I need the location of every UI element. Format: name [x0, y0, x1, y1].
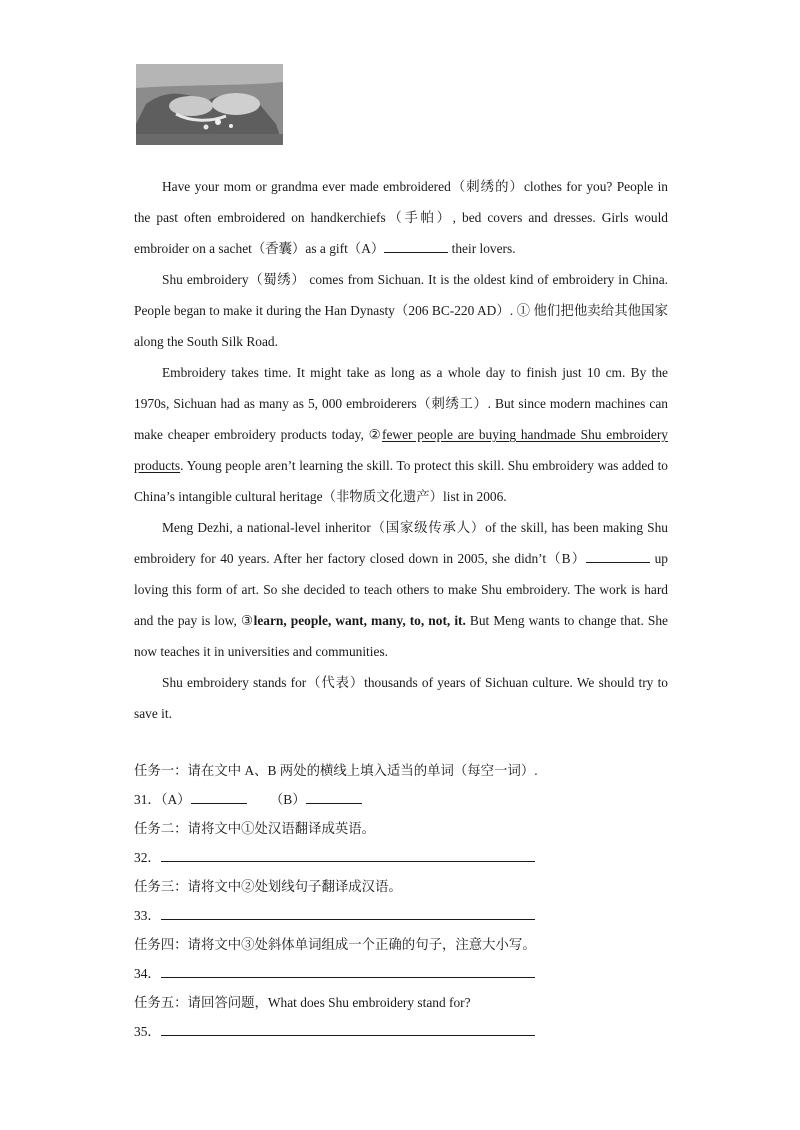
question-31: 31．（A） （B）: [134, 785, 694, 814]
blank-a[interactable]: [384, 240, 448, 253]
task-section: [134, 756, 694, 1046]
bold-word-list: learn, people, want, many, to, not, it.: [253, 613, 466, 628]
paragraph-3: Embroidery takes time. It might take as long as a whole day to finish just 10 cm. By the 1970s, Sichuan had as many as 5, 000 embroiderers（刺绣工）. But since modern machines can make cheaper embroidery products today, ②fewer people are buying handmade Shu embroidery products. Young people aren’t learning the skill. To protect this skill. Shu embroidery was added to China’s intangible cultural heritage（非物质文化遗产）list in 2006.: [134, 365, 668, 504]
answer-35-field[interactable]: [161, 1021, 535, 1036]
underlined-sentence: fewer people are buying handmade Shu embroidery products: [134, 427, 668, 473]
paragraph-2: Shu embroidery（蜀绣） comes from Sichuan. It is the oldest kind of embroidery in China. People began to make it during the Han Dynasty（206 BC-220 AD）. ① 他们把他卖给其他国家 along the South Silk Road.: [134, 272, 668, 349]
paragraph-4: Meng Dezhi, a national-level inheritor（国家级传承人）of the skill, has been making Shu embroidery for 40 years. After her factory closed down in 2005, she didn’t（B） up loving this form of art. So she decided to teach others to make Shu embroidery. The work is hard and the pay is low, ③learn, people, want, many, to, not, it. But Meng wants to change that. She now teaches it in universities and communities.: [134, 520, 668, 659]
blank-b[interactable]: [586, 550, 650, 563]
question-35: 35．: [134, 1017, 694, 1046]
answer-31b-field[interactable]: [306, 791, 362, 804]
answer-33-field[interactable]: [161, 905, 535, 920]
task-5-instruction: 任务五：请回答问题，What does Shu embroidery stand for?: [134, 995, 471, 1010]
embroidery-photo: [136, 64, 283, 145]
paragraph-5: Shu embroidery stands for（代表）thousands of years of Sichuan culture. We should try to save it.: [134, 675, 668, 721]
task-4-instruction: 任务四：请将文中③处斜体单词组成一个正确的句子，注意大小写。: [134, 937, 536, 952]
answer-31a-field[interactable]: [191, 791, 247, 804]
reading-passage: [134, 171, 668, 729]
task-1-instruction: 任务一：请在文中 A、B 两处的横线上填入适当的单词（每空一词）.: [134, 763, 538, 778]
question-34: 34．: [134, 959, 694, 988]
answer-32-field[interactable]: [161, 847, 535, 862]
question-33: 33．: [134, 901, 694, 930]
task-2-instruction: 任务二：请将文中①处汉语翻译成英语。: [134, 821, 376, 836]
paragraph-1: Have your mom or grandma ever made embroidered（刺绣的）clothes for you? People in the past often embroidered on handkerchiefs（手帕）, bed covers and dresses. Girls would embroider on a sachet（香囊）as a gift（A） their lovers.: [134, 179, 668, 256]
question-32: 32．: [134, 843, 694, 872]
answer-34-field[interactable]: [161, 963, 535, 978]
task-3-instruction: 任务三：请将文中②处划线句子翻译成汉语。: [134, 879, 402, 894]
